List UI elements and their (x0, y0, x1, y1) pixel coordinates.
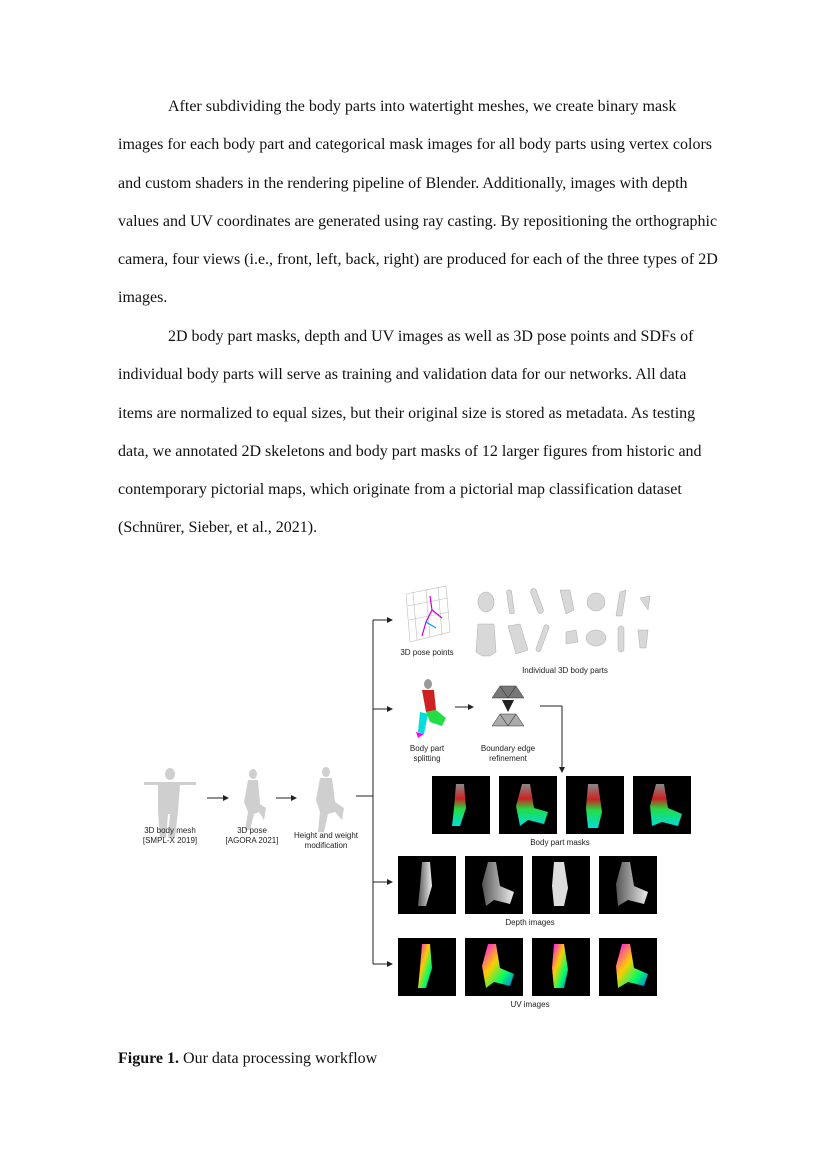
paragraph-1-text: After subdividing the body parts into watertight meshes, we create binary mask images for each body part and categorical mask images for all body parts using vertex colors and custom shaders in the rendering pipeline of Blender. Additionally, images with depth values and UV coordinates are generated using ray casting. By repositioning the orthographic camera, four views (i.e., front, left, back, right) are produced for each of the three types of 2D images. (118, 98, 718, 307)
body-mesh-caption (130, 826, 210, 846)
individual-parts-caption-text: Individual 3D body parts (522, 666, 608, 675)
splitting-figure (416, 679, 446, 738)
body-mesh-caption-line1: 3D body mesh (144, 826, 196, 835)
uv-images-caption (470, 1000, 590, 1010)
depth-images-row (398, 856, 657, 914)
workflow-diagram (130, 576, 700, 1016)
body-mesh-caption-line2: [SMPL-X 2019] (142, 836, 198, 845)
pose-points-caption (392, 648, 462, 658)
boundary-caption-line1: Boundary edge (480, 744, 536, 753)
pose-caption (214, 826, 290, 846)
splitting-caption-line1: Body part (409, 744, 445, 753)
individual-body-parts (476, 588, 650, 656)
pose-figure (244, 769, 266, 830)
body-part-masks-caption (500, 838, 620, 848)
splitting-caption-line2: splitting (413, 754, 441, 763)
body-part-masks-caption-text: Body part masks (530, 838, 590, 847)
depth-images-caption-text: Depth images (505, 918, 555, 927)
height-weight-figure (316, 767, 344, 832)
pose-points-caption-text: 3D pose points (400, 648, 454, 657)
individual-parts-caption (500, 666, 630, 676)
paragraph-1 (118, 88, 718, 318)
height-weight-caption-line1: Height and weight (293, 831, 359, 840)
depth-images-caption (470, 918, 590, 928)
workflow-figure (130, 576, 700, 1016)
body-part-masks-row (432, 776, 691, 834)
height-weight-caption (286, 831, 366, 851)
paragraph-2-text: 2D body part masks, depth and UV images as well as 3D pose points and SDFs of individual body parts will serve as training and validation data for our networks. All data items are normalized to equal sizes, but their original size is stored as metadata. As testing data, we annotated 2D skeletons and body part masks of 12 larger figures from historic and contemporary pictorial maps, which originate from a pictorial map classification dataset (Schnürer, Sieber, et al., 2021). (118, 328, 702, 537)
paragraph-2 (118, 318, 718, 548)
pose-points-plot (406, 586, 450, 642)
uv-images-row (398, 938, 657, 996)
height-weight-caption-line2: modification (304, 841, 348, 850)
splitting-caption (392, 744, 462, 764)
figure-caption-label: Figure 1. (118, 1050, 180, 1067)
pose-caption-line1: 3D pose (237, 826, 267, 835)
boundary-caption (468, 744, 548, 764)
boundary-caption-line2: refinement (489, 754, 527, 763)
pose-caption-line2: [AGORA 2021] (225, 836, 279, 845)
uv-images-caption-text: UV images (510, 1000, 550, 1009)
figure-caption (118, 1050, 377, 1068)
figure-caption-text: Our data processing workflow (179, 1050, 378, 1067)
